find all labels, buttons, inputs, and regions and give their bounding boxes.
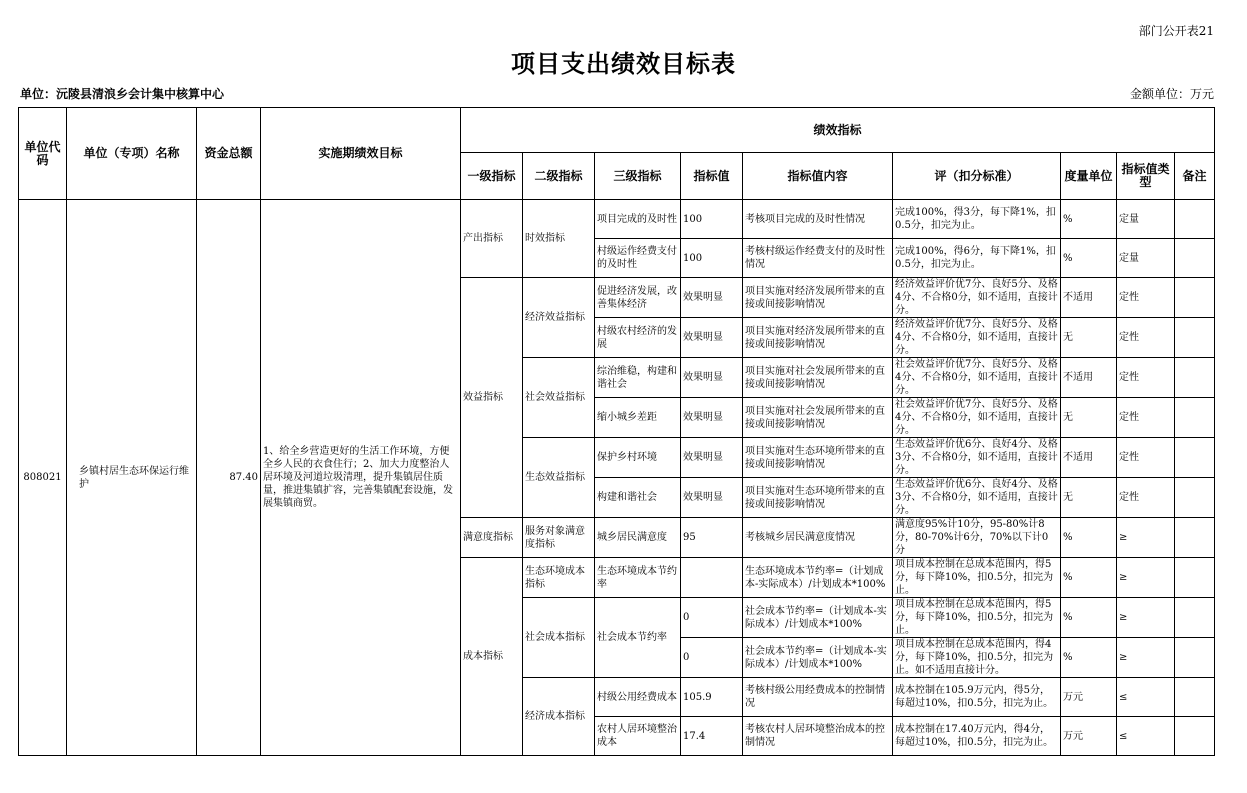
content-text: 生态环境成本节约率=（计划成本-实际成本）/计划成本*100% <box>745 565 886 590</box>
type-cell: ≥ <box>1117 518 1175 558</box>
level3-cell: 构建和谐社会 <box>595 478 681 518</box>
remark-cell <box>1175 398 1215 438</box>
value-cell: 效果明显 <box>681 278 743 318</box>
standard-text: 经济效益评价优7分、良好5分、及格4分、不合格0分，如不适用，直接计分。 <box>895 279 1058 316</box>
unit-cell: % <box>1061 518 1117 558</box>
value-cell: 17.4 <box>681 717 743 756</box>
unit-cell: 不适用 <box>1061 358 1117 398</box>
level1-cost: 成本指标 <box>461 558 523 756</box>
level3-cell: 村级农村经济的发展 <box>595 318 681 358</box>
type-cell: 定性 <box>1117 278 1175 318</box>
level1-output: 产出指标 <box>461 200 523 278</box>
type-cell: 定量 <box>1117 200 1175 239</box>
value-cell: 效果明显 <box>681 318 743 358</box>
level2-eco-cost: 生态环境成本指标 <box>523 558 595 598</box>
content-text: 社会成本节约率=（计划成本-实际成本）/计划成本*100% <box>745 645 887 670</box>
standard-text: 生态效益评价优6分、良好4分、及格3分、不合格0分，如不适用，直接计分。 <box>895 479 1058 516</box>
remark-cell <box>1175 478 1215 518</box>
table-row <box>19 200 1215 239</box>
content-cell <box>743 558 893 598</box>
remark-cell <box>1175 717 1215 756</box>
content-cell: 考核村级运作经费支付的及时性情况 <box>743 239 893 278</box>
level2-economic-cost: 经济成本指标 <box>523 678 595 756</box>
content-cell: 项目实施对社会发展所带来的直接或间接影响情况 <box>743 358 893 398</box>
remark-cell <box>1175 358 1215 398</box>
unit-label: 单位：沅陵县清浪乡会计集中核算中心 <box>20 87 225 101</box>
value-cell <box>681 558 743 598</box>
type-cell: 定性 <box>1117 318 1175 358</box>
unit-cell: 万元 <box>1061 717 1117 756</box>
unit-cell: % <box>1061 200 1117 239</box>
standard-text: 社会效益评价优7分、良好5分、及格4分、不合格0分，如不适用，直接计分。 <box>895 399 1058 436</box>
project-goal: 1、给全乡营造更好的生活工作环境，方便全乡人民的衣食住行；2、加大力度整治人居环境及河道垃圾清理，提升集镇居住质量，推进集镇扩容，完善集镇配套设施，发展集镇商贸。 <box>261 200 461 756</box>
standard-cell <box>893 358 1061 398</box>
standard-text: 经济效益评价优7分、良好5分、及格4分、不合格0分，如不适用，直接计分。 <box>895 319 1058 356</box>
header-content: 指标值内容 <box>743 153 893 200</box>
level2-economic: 经济效益指标 <box>523 278 595 358</box>
remark-cell <box>1175 318 1215 358</box>
header-total: 资金总额 <box>197 108 261 200</box>
standard-cell <box>893 478 1061 518</box>
remark-cell <box>1175 558 1215 598</box>
type-cell: ≥ <box>1117 598 1175 638</box>
standard-cell <box>893 438 1061 478</box>
type-cell: 定性 <box>1117 398 1175 438</box>
value-cell: 95 <box>681 518 743 558</box>
level3-cell: 村级公用经费成本 <box>595 678 681 717</box>
type-cell: 定性 <box>1117 358 1175 398</box>
header-value-type: 指标值类型 <box>1117 153 1175 200</box>
content-cell: 项目实施对社会发展所带来的直接或间接影响情况 <box>743 398 893 438</box>
remark-cell <box>1175 518 1215 558</box>
unit-cell: % <box>1061 638 1117 678</box>
level3-cell: 村级运作经费支付的及时性 <box>595 239 681 278</box>
remark-cell <box>1175 678 1215 717</box>
type-cell: ≤ <box>1117 717 1175 756</box>
content-cell: 考核城乡居民满意度情况 <box>743 518 893 558</box>
remark-cell <box>1175 638 1215 678</box>
type-cell: ≥ <box>1117 638 1175 678</box>
standard-cell <box>893 598 1061 638</box>
type-cell: ≥ <box>1117 558 1175 598</box>
standard-cell <box>893 278 1061 318</box>
level3-cell: 生态环境成本节约率 <box>595 558 681 598</box>
standard-cell <box>893 318 1061 358</box>
level2-service-satisfaction: 服务对象满意度指标 <box>523 518 595 558</box>
standard-text: 成本控制在105.9万元内，得5分，每超过10%，扣0.5分，扣完为止。 <box>895 685 1054 709</box>
header-goal: 实施期绩效目标 <box>261 108 461 200</box>
type-cell: 定性 <box>1117 478 1175 518</box>
form-number: 部门公开表21 <box>1138 24 1214 38</box>
value-cell: 100 <box>681 200 743 239</box>
unit-cell: % <box>1061 598 1117 638</box>
unit-cell: 无 <box>1061 318 1117 358</box>
level2-social: 社会效益指标 <box>523 358 595 438</box>
content-cell: 项目实施对生态环境所带来的直接或间接影响情况 <box>743 438 893 478</box>
remark-cell <box>1175 200 1215 239</box>
type-cell: 定量 <box>1117 239 1175 278</box>
standard-text: 成本控制在17.40万元内，得4分，每超过10%，扣0.5分，扣完为止。 <box>895 724 1054 748</box>
remark-cell <box>1175 438 1215 478</box>
header-code: 单位代码 <box>19 108 67 200</box>
standard-text: 项目成本控制在总成本范围内，得5分，每下降10%，扣0.5分，扣完为止。 <box>895 559 1054 596</box>
project-code: 808021 <box>19 200 67 756</box>
value-cell: 效果明显 <box>681 358 743 398</box>
level1-satisfaction: 满意度指标 <box>461 518 523 558</box>
content-cell: 项目实施对经济发展所带来的直接或间接影响情况 <box>743 278 893 318</box>
value-cell: 效果明显 <box>681 478 743 518</box>
unit-cell: 无 <box>1061 478 1117 518</box>
header-indicators: 绩效指标 <box>461 108 1215 153</box>
standard-cell <box>893 518 1061 558</box>
level3-cell: 缩小城乡差距 <box>595 398 681 438</box>
level3-social-cost-rate: 社会成本节约率 <box>595 598 681 678</box>
standard-cell <box>893 200 1061 239</box>
level3-cell: 城乡居民满意度 <box>595 518 681 558</box>
level2-timeliness: 时效指标 <box>523 200 595 278</box>
standard-text: 项目成本控制在总成本范围内，得4分，每下降10%，扣0.5分，扣完为止。如不适用直接计分。 <box>895 639 1054 676</box>
performance-table <box>18 107 1215 756</box>
level3-cell: 促进经济发展，改善集体经济 <box>595 278 681 318</box>
project-total: 87.40 <box>197 200 261 756</box>
content-text: 社会成本节约率=（计划成本-实际成本）/计划成本*100% <box>745 605 887 630</box>
remark-cell <box>1175 598 1215 638</box>
content-cell: 考核农村人居环境整治成本的控制情况 <box>743 717 893 756</box>
header-standard: 评（扣分标准） <box>893 153 1061 200</box>
level2-social-cost: 社会成本指标 <box>523 598 595 678</box>
value-cell: 效果明显 <box>681 398 743 438</box>
standard-text: 完成100%，得6分，每下降1%，扣0.5分，扣完为止。 <box>895 246 1056 270</box>
header-remark: 备注 <box>1175 153 1215 200</box>
type-cell: 定性 <box>1117 438 1175 478</box>
standard-text: 满意度95%计10分，95-80%计8分，80-70%计6分，70%以下计0分 <box>895 519 1049 556</box>
level3-cell: 农村人居环境整治成本 <box>595 717 681 756</box>
header-measure-unit: 度量单位 <box>1061 153 1117 200</box>
standard-cell <box>893 239 1061 278</box>
unit-cell: % <box>1061 239 1117 278</box>
content-cell <box>743 598 893 638</box>
standard-cell <box>893 678 1061 717</box>
content-cell: 考核项目完成的及时性情况 <box>743 200 893 239</box>
unit-cell: 无 <box>1061 398 1117 438</box>
level1-benefit: 效益指标 <box>461 278 523 518</box>
remark-cell <box>1175 278 1215 318</box>
unit-cell: % <box>1061 558 1117 598</box>
unit-cell: 不适用 <box>1061 438 1117 478</box>
content-cell: 项目实施对经济发展所带来的直接或间接影响情况 <box>743 318 893 358</box>
value-cell: 0 <box>681 638 743 678</box>
value-cell: 效果明显 <box>681 438 743 478</box>
standard-text: 完成100%，得3分，每下降1%，扣0.5分，扣完为止。 <box>895 207 1056 231</box>
amount-unit-label: 金额单位：万元 <box>1129 87 1214 101</box>
unit-cell: 万元 <box>1061 678 1117 717</box>
level2-ecological: 生态效益指标 <box>523 438 595 518</box>
standard-text: 生态效益评价优6分、良好4分、及格3分、不合格0分，如不适用，直接计分。 <box>895 439 1058 476</box>
standard-cell <box>893 398 1061 438</box>
content-cell: 考核村级公用经费成本的控制情况 <box>743 678 893 717</box>
content-cell: 项目实施对生态环境所带来的直接或间接影响情况 <box>743 478 893 518</box>
level3-cell: 综治维稳，构建和谐社会 <box>595 358 681 398</box>
standard-cell <box>893 558 1061 598</box>
standard-cell <box>893 638 1061 678</box>
project-name: 乡镇村居生态环保运行维护 <box>67 200 197 756</box>
value-cell: 100 <box>681 239 743 278</box>
level3-cell: 保护乡村环境 <box>595 438 681 478</box>
unit-cell: 不适用 <box>1061 278 1117 318</box>
header-level3: 三级指标 <box>595 153 681 200</box>
header-level2: 二级指标 <box>523 153 595 200</box>
header-value: 指标值 <box>681 153 743 200</box>
content-cell <box>743 638 893 678</box>
standard-cell <box>893 717 1061 756</box>
remark-cell <box>1175 239 1215 278</box>
header-level1: 一级指标 <box>461 153 523 200</box>
standard-text: 社会效益评价优7分、良好5分、及格4分、不合格0分，如不适用，直接计分。 <box>895 359 1058 396</box>
type-cell: ≤ <box>1117 678 1175 717</box>
level3-cell: 项目完成的及时性 <box>595 200 681 239</box>
standard-text: 项目成本控制在总成本范围内，得5分，每下降10%，扣0.5分，扣完为止。 <box>895 599 1054 636</box>
value-cell: 105.9 <box>681 678 743 717</box>
value-cell: 0 <box>681 598 743 638</box>
header-name: 单位（专项）名称 <box>67 108 197 200</box>
page-title: 项目支出绩效目标表 <box>511 50 736 78</box>
